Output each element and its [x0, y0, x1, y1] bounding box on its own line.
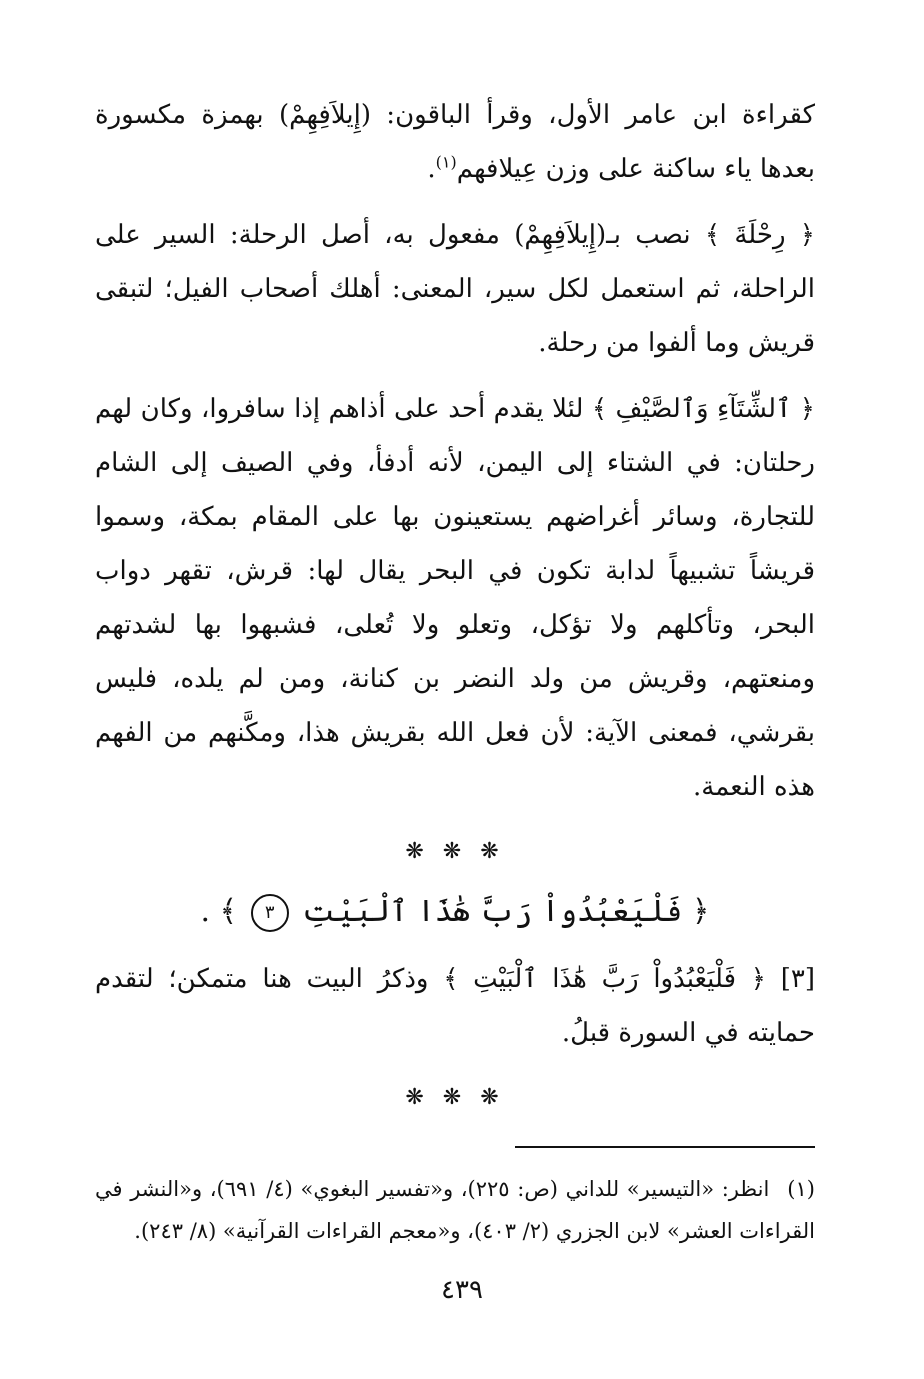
ayah-number-badge: ٣ [251, 894, 289, 932]
section-separator-2: ❋ ❋ ❋ [405, 1085, 505, 1110]
quran-verse [95, 882, 815, 942]
verse-text: ﴿ فَلْيَعْبُدُواْ رَبَّ هَٰذَا ٱلْبَيْتِ [302, 894, 710, 929]
footnote-1-text: انظر: «التيسير» للداني (ص: ٢٢٥)، و«تفسير البغوي» (٤/ ٦٩١)، و«النشر في القراءات العشر» لابن الجزري (٢/ ٤٠٣)، و«معجم القراءات القرآنية» (٨/ ٢٤٣). [95, 1177, 815, 1243]
paragraph-1-text: كقراءة ابن عامر الأول، وقرأ الباقون: (إِيلاَفِهِمْ) بهمزة مكسورة بعدها ياء ساكنة على وزن عِيلافهم [95, 100, 815, 184]
paragraph-1 [95, 88, 815, 196]
page-number: ٤٣٩ [441, 1275, 483, 1305]
paragraph-3: ﴿ ٱلشِّتَآءِ وَٱلصَّيْفِ ﴾ لئلا يقدم أحد على أذاهم إذا سافروا، وكان لهم رحلتان: في الشتاء إلى اليمن، لأنه أدفأ، وفي الصيف إلى الشام للتجارة، وسائر أغراضهم يستعينون بها على المقام بمكة، وسموا قريشاً تشبيهاً لدابة تكون في البحر يقال لها: قرش، تقهر دواب البحر، وتأكلهم ولا تؤكل، وتعلو ولا تُعلى، فشبهوا بها لشدتهم ومنعتهم، وقريش من ولد النضر بن كنانة، ومن لم يلده، فليس بقرشي، فمعنى الآية: لأن فعل الله بقريش هذا، ومكَّنهم من الفهم هذه النعمة. [95, 394, 815, 802]
footnote-reference-1[interactable]: (١) [435, 152, 457, 172]
footnote-1 [95, 1168, 815, 1252]
verse-close: ﴾ . [200, 894, 238, 929]
footnote-divider [515, 1146, 815, 1148]
page-body [95, 88, 815, 1348]
paragraph-4: [٣] ﴿ فَلْيَعْبُدُواْ رَبَّ هَٰذَا ٱلْبَيْتِ ﴾ وذكرُ البيت هنا متمكن؛ لتقدم حمايته في السورة قبلُ. [95, 964, 815, 1048]
paragraph-1-end: . [427, 154, 436, 184]
footnote-1-mark: (١) [787, 1177, 815, 1201]
section-separator-1: ❋ ❋ ❋ [405, 839, 505, 864]
paragraph-2: ﴿ رِحْلَةَ ﴾ نصب بـ(إِيلاَفِهِمْ) مفعول به، أصل الرحلة: السير على الراحلة، ثم استعمل لكل سير، المعنى: أهلك أصحاب الفيل؛ لتبقى قريش وما ألفوا من رحلة. [95, 220, 815, 358]
footnote-divider-wrap [95, 1128, 815, 1168]
